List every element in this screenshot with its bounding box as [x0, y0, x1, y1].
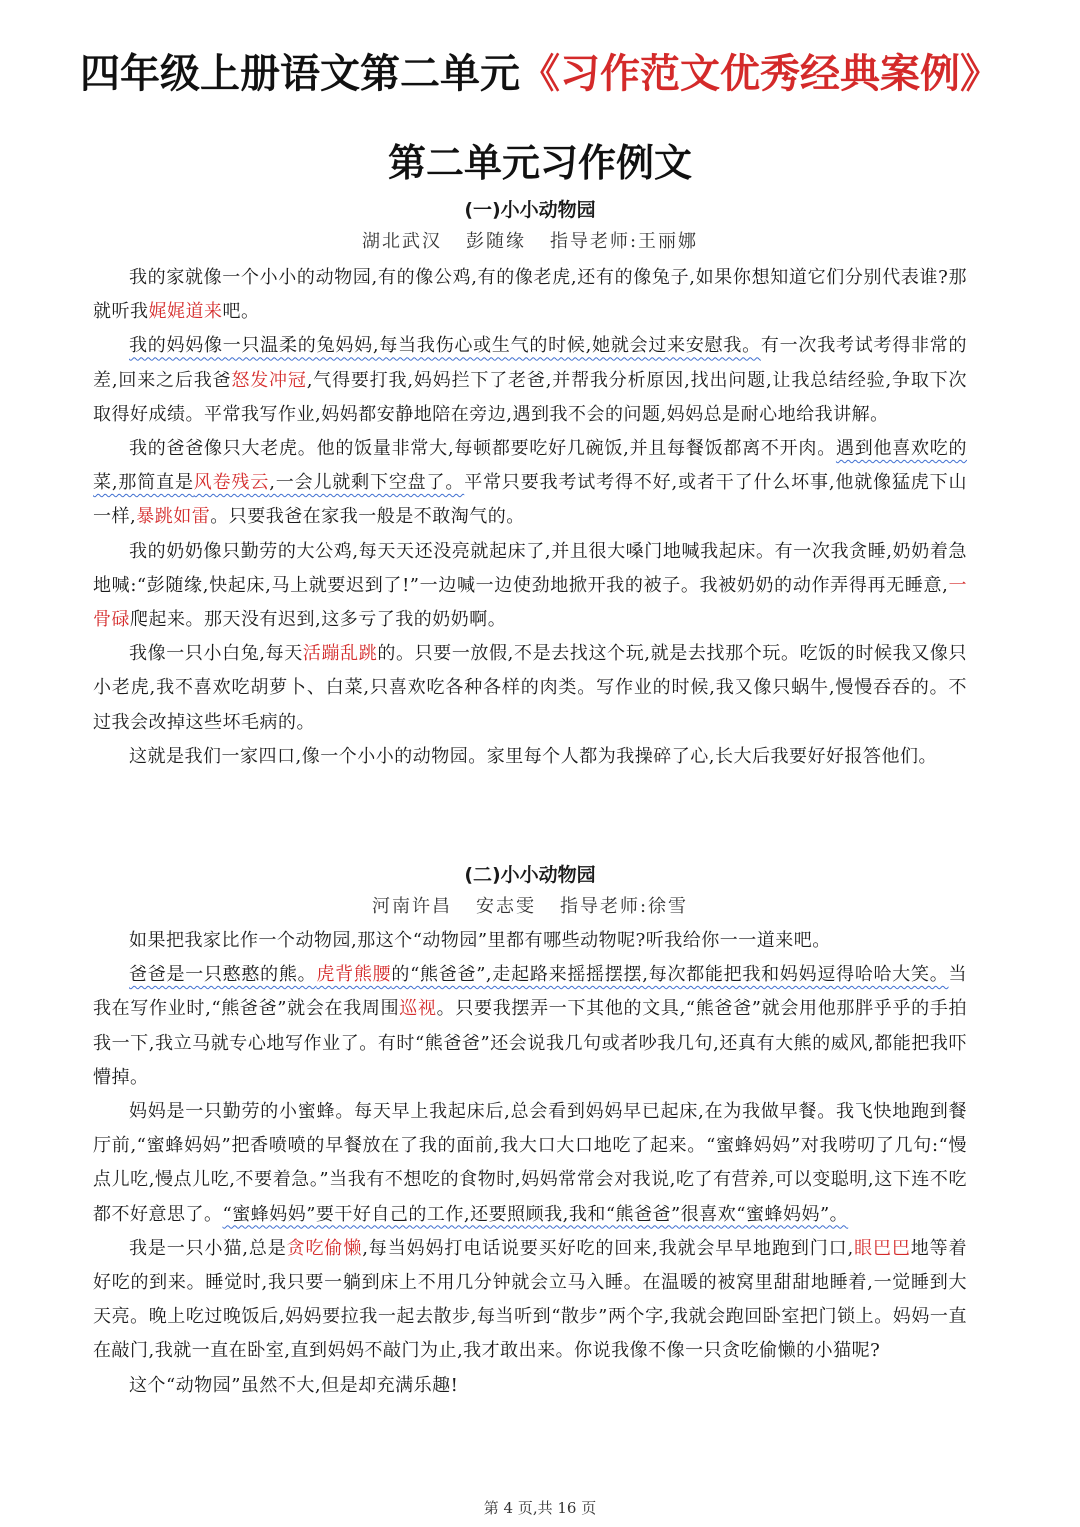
- essay-1-paragraph-6: 这就是我们一家四口,像一个小小的动物园。家里每个人都为我操碎了心,长大后我要好好报答他们。: [129, 745, 937, 767]
- text-run: 。只要我摆弄一下其他的文具,“熊爸爸”就会用他那胖乎乎的手拍我一下,我立马就专心地写作业了。有时“熊爸爸”还会说我几句或者吵我几句,还真有大熊的威风,都能把我吓懵掉。: [93, 998, 968, 1088]
- essay-1-paragraph-3: [93, 432, 967, 535]
- highlight-phrase: 娓娓道来: [148, 301, 223, 323]
- essay-1-author: 彭随缘: [465, 231, 526, 252]
- highlight-phrase: 风卷残云: [193, 472, 270, 494]
- text-run: 我像一只小白兔,每天: [129, 643, 303, 665]
- text-run: 的“熊爸爸”,走起路来摇摇摆摆,每次都能把我和妈妈逗得哈哈大笑。: [391, 964, 949, 986]
- text-run: 有一次我考试考得非常的差,回来之后我爸: [93, 335, 967, 391]
- text-run: ,每当妈妈打电话说要买好吃的回来,我就会早早地跑到门口,: [362, 1237, 854, 1259]
- essay-2-paragraph-3: [93, 1095, 967, 1232]
- essay-2-paragraph-5: 这个“动物园”虽然不大,但是却充满乐趣!: [129, 1374, 459, 1396]
- essay-1-paragraph-4: [93, 535, 967, 638]
- highlight-phrase: 怒发冲冠: [231, 369, 307, 391]
- text-run: 我的爸爸像只大老虎。他的饭量非常大,每顿都要吃好几碗饭,并且每餐饭都离不开肉。: [129, 438, 836, 460]
- essay-1-paragraph-1: [93, 261, 967, 329]
- highlight-phrase: 贪吃偷懒: [286, 1237, 363, 1259]
- highlight-phrase: 暴跳如雷: [136, 506, 211, 528]
- text-run: ,气得要打我,妈妈拦下了老爸,并帮我分析原因,找出问题,让我总结经验,争取下次取得好成绩。平常我写作业,妈妈都安静地陪在旁边,遇到我不会的问题,妈妈总是耐心地给我讲解。: [93, 369, 968, 425]
- text-run: 爬起来。那天没有迟到,这多亏了我的奶奶啊。: [130, 609, 507, 631]
- header-title-red: 《习作范文优秀经典案例》: [520, 51, 1000, 97]
- highlight-phrase: 活蹦乱跳: [302, 643, 378, 665]
- text-run: 的。只要一放假,不是去找这个玩,就是去找那个玩。吃饭的时候我又像只小老虎,我不喜欢吃胡萝卜、白菜,只喜欢吃各种各样的肉类。写作业的时候,我又像只蜗牛,慢慢吞吞的。不过我会改掉这些坏毛病的。: [93, 643, 967, 733]
- text-run: 吧。: [222, 301, 260, 323]
- underlined-sentence: “蜜蜂妈妈”要干好自己的工作,还要照顾我,我和“熊爸爸”很喜欢“蜜蜂妈妈”。: [222, 1203, 849, 1225]
- essay-1-paragraph-5: [93, 637, 967, 740]
- text-run: 我是一只小猫,总是: [129, 1237, 287, 1259]
- text-run: ,一会儿就剩下空盘了。: [269, 472, 465, 494]
- essay-1-location: 湖北武汉: [361, 231, 442, 252]
- essay-2-byline: [93, 892, 967, 922]
- essay-1-title: (一)小小动物园: [464, 199, 596, 221]
- essay-1-byline: [93, 227, 967, 257]
- essay-2-paragraph-2: [93, 958, 967, 1095]
- essay-1: [93, 197, 967, 774]
- text-run: 遇到他喜欢吃的菜,那简直是: [93, 438, 967, 494]
- text-run: 。只要我爸在家我一般是不敢淘气的。: [210, 506, 525, 528]
- document-header: [0, 42, 1080, 99]
- highlight-phrase: 眼巴巴: [853, 1237, 911, 1259]
- essay-2-paragraph-1: 如果把我家比作一个动物园,那这个“动物园”里都有哪些动物呢?听我给你一一道来吧。: [129, 930, 831, 951]
- text-run: 地等着好吃的到来。睡觉时,我只要一躺到床上不用几分钟就会立马入睡。在温暖的被窝里甜甜地睡着,一觉睡到大天亮。晚上吃过晚饭后,妈妈要拉我一起去散步,每当听到“散步”两个字,我就会跑回卧室把门锁上。妈妈一直在敲门,我就一直在卧室,直到妈妈不敲门为止,我才敢出来。你说我像不像一只贪吃偷懒的小猫呢?: [93, 1237, 967, 1362]
- underlined-sentence: [129, 964, 949, 985]
- essay-2-author: 安志雯: [475, 896, 536, 917]
- highlight-phrase: 虎背熊腰: [316, 964, 392, 986]
- essay-2: [93, 862, 967, 1403]
- header-title-black: 四年级上册语文第二单元: [80, 51, 520, 97]
- section-title: 第二单元习作例文: [387, 140, 692, 185]
- underlined-sentence: 我的妈妈像一只温柔的兔妈妈,每当我伤心或生气的时候,她就会过来安慰我。: [129, 335, 761, 357]
- essay-2-title: (二)小小动物园: [464, 864, 596, 886]
- essay-2-location: 河南许昌: [371, 896, 452, 917]
- page-footer: 第 4 页,共 16 页: [483, 1499, 597, 1517]
- essay-2-paragraph-4: [93, 1232, 967, 1369]
- text-run: 爸爸是一只憨憨的熊。: [129, 964, 317, 986]
- text-run: 妈妈是一只勤劳的小蜜蜂。每天早上我起床后,总会看到妈妈早已起床,在为我做早餐。我飞快地跑到餐厅前,“蜜蜂妈妈”把香喷喷的早餐放在了我的面前,我大口大口地吃了起来。“蜜蜂妈妈”对我唠叨了几句:“慢点儿吃,慢点儿吃,不要着急。”当我有不想吃的食物时,妈妈常常会对我说,吃了有营养,可以变聪明,这下连不吃都不好意思了。: [93, 1101, 967, 1225]
- text-run: 当我在写作业时,“熊爸爸”就会在我周围: [93, 964, 968, 1020]
- essay-2-teacher: 指导老师:徐雪: [559, 896, 689, 917]
- essay-1-teacher: 指导老师:王丽娜: [549, 231, 699, 252]
- text-run: 我的奶奶像只勤劳的大公鸡,每天天还没亮就起床了,并且很大嗓门地喊我起床。有一次我贪睡,奶奶着急地喊:“彭随缘,快起床,马上就要迟到了!”一边喊一边使劲地掀开我的被子。我被奶奶的动作弄得再无睡意,: [93, 540, 967, 596]
- highlight-phrase: 一骨碌: [93, 574, 968, 631]
- essay-1-paragraph-2: [93, 329, 967, 432]
- highlight-phrase: 巡视: [399, 998, 437, 1020]
- text-run: 我的家就像一个小小的动物园,有的像公鸡,有的像老虎,还有的像兔子,如果你想知道它们分别代表谁?那就听我: [93, 267, 967, 323]
- text-run: 平常只要我考试考得不好,或者干了什么坏事,他就像猛虎下山一样,: [93, 472, 967, 528]
